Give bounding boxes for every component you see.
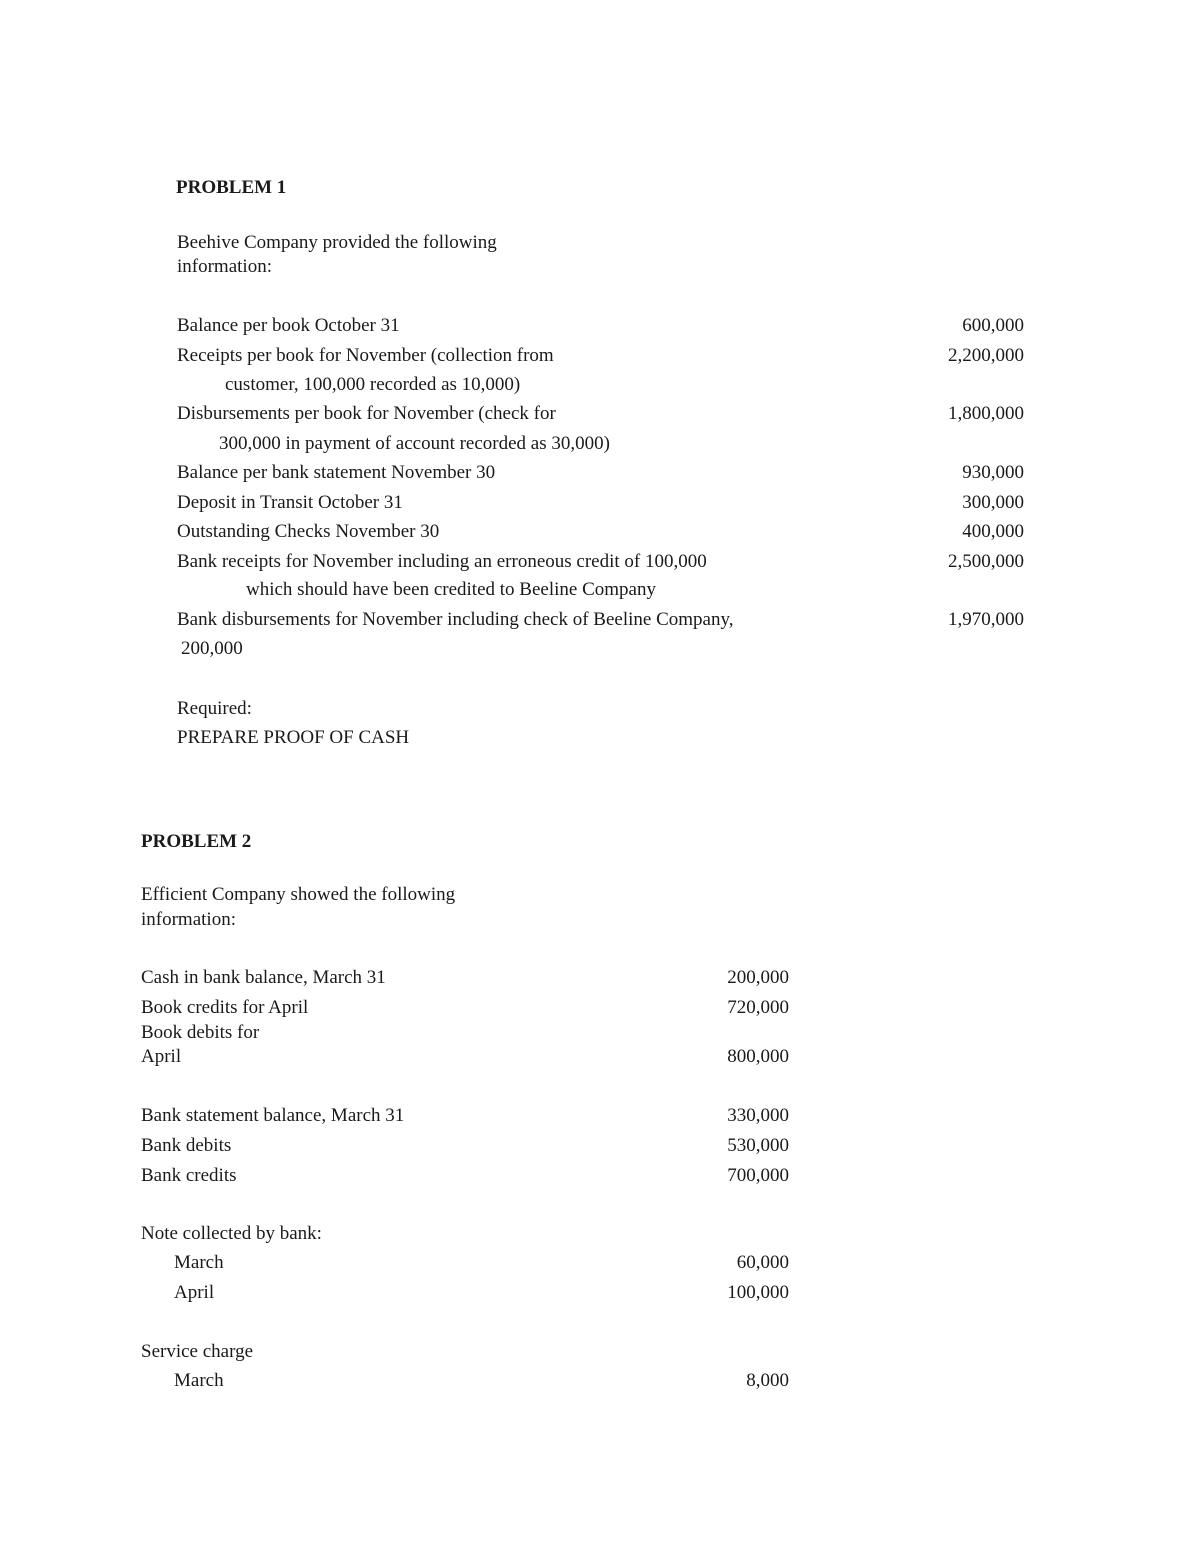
p1-item-label: Bank disbursements for November including check of Beeline Company, [177, 609, 734, 630]
problem-1-intro-line-1: Beehive Company provided the following [177, 232, 497, 253]
required-label: Required: [177, 698, 252, 719]
p1-item-label: Disbursements per book for November (check for [177, 403, 556, 424]
problem-2-intro-line-2: information: [141, 909, 236, 930]
p1-item-label: Bank receipts for November including an erroneous credit of 100,000 [177, 551, 707, 572]
p1-item-label-continuation: customer, 100,000 recorded as 10,000) [225, 374, 521, 395]
p1-item-value: 930,000 [962, 462, 1024, 483]
p1-item-label: Balance per book October 31 [177, 315, 400, 336]
p2-item-label-continuation: April [141, 1046, 182, 1067]
p2-item-label: Bank debits [141, 1135, 232, 1156]
p1-item-value: 1,800,000 [948, 403, 1024, 424]
p1-item-label: Balance per bank statement November 30 [177, 462, 496, 483]
problem-2-heading: PROBLEM 2 [141, 831, 252, 852]
note-item-value: 60,000 [736, 1252, 789, 1273]
p1-item-label: Outstanding Checks November 30 [177, 521, 440, 542]
note-item-label: March [174, 1252, 224, 1273]
problem-1-intro-line-2: information: [177, 256, 272, 277]
p1-item-label-continuation: 200,000 [181, 638, 243, 659]
service-item-label: March [174, 1370, 224, 1391]
p2-item-value: 330,000 [727, 1105, 789, 1126]
p1-item-value: 600,000 [962, 315, 1024, 336]
p1-item-value: 300,000 [962, 492, 1024, 513]
p1-item-value: 1,970,000 [948, 609, 1024, 630]
problem-2-intro-line-1: Efficient Company showed the following [141, 884, 456, 905]
p1-item-value: 2,500,000 [948, 551, 1024, 572]
p2-item-value: 720,000 [727, 997, 789, 1018]
p2-item-label: Book debits for [141, 1022, 260, 1043]
p2-item-label: Cash in bank balance, March 31 [141, 967, 386, 988]
required-text: PREPARE PROOF OF CASH [177, 727, 410, 748]
note-item-label: April [174, 1282, 215, 1303]
p1-item-label: Deposit in Transit October 31 [177, 492, 403, 513]
p2-item-label: Bank statement balance, March 31 [141, 1105, 405, 1126]
note-collected-label: Note collected by bank: [141, 1223, 322, 1244]
p2-item-label: Book credits for April [141, 997, 309, 1018]
p1-item-label: Receipts per book for November (collection from [177, 345, 554, 366]
p1-item-value: 2,200,000 [948, 345, 1024, 366]
p2-item-value: 530,000 [727, 1135, 789, 1156]
p2-item-value: 800,000 [727, 1046, 789, 1067]
service-item-value: 8,000 [746, 1370, 789, 1391]
note-item-value: 100,000 [727, 1282, 789, 1303]
service-charge-label: Service charge [141, 1341, 254, 1362]
p1-item-value: 400,000 [962, 521, 1024, 542]
p2-item-label: Bank credits [141, 1165, 237, 1186]
problem-1-heading: PROBLEM 1 [176, 177, 287, 198]
p2-item-value: 200,000 [727, 967, 789, 988]
p1-item-label-continuation: which should have been credited to Beeline Company [246, 579, 656, 600]
p1-item-label-continuation: 300,000 in payment of account recorded as 30,000) [219, 433, 610, 454]
p2-item-value: 700,000 [727, 1165, 789, 1186]
